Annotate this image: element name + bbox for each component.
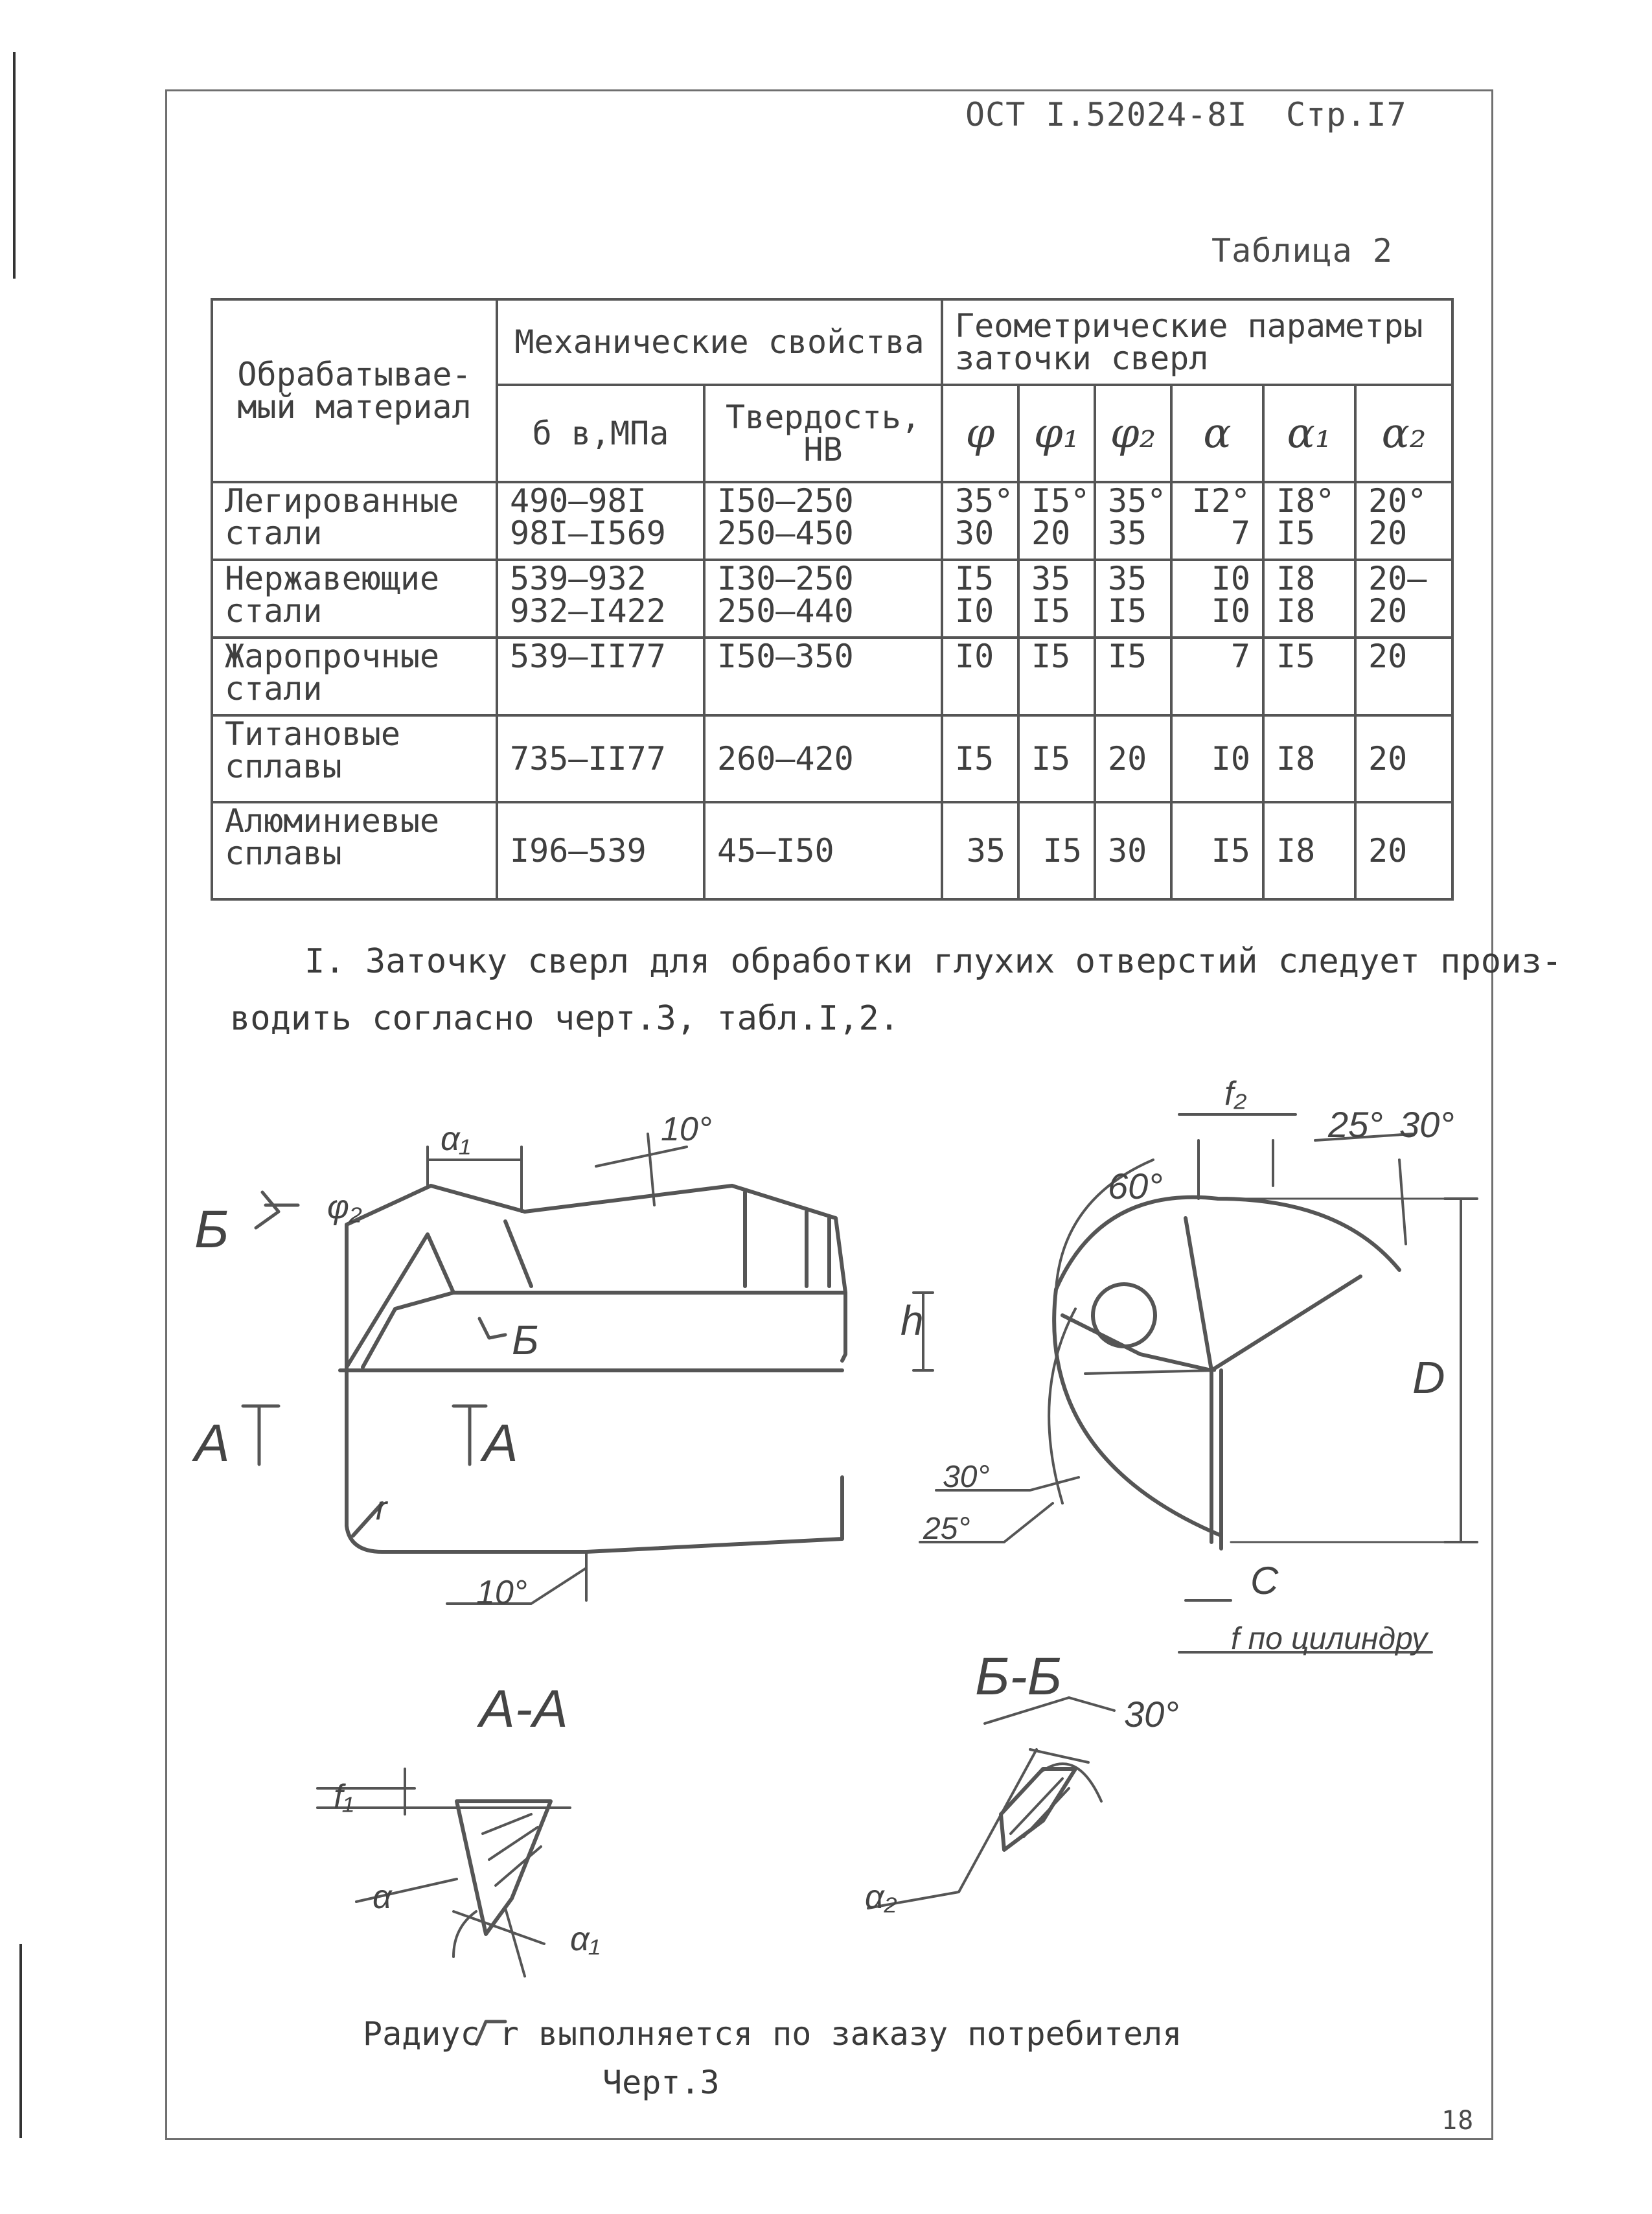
page-label: Стр.I7 <box>1286 96 1407 133</box>
section-bb-shape <box>1001 1769 1075 1850</box>
header-geometry: Геометрические параметры заточки сверл <box>942 299 1452 385</box>
table-row: Легированные стали 490–98I 98I–I569 I50–250 250–450 35° 30 I5° 20 35° 35 I2° 7 I8° I5 20° 20 <box>212 482 1452 560</box>
label-a-left: А <box>194 1414 230 1473</box>
drill-lower-body <box>347 1370 842 1552</box>
table-row: Нержавеющие стали 539–932 932–I422 I30–250 250–440 I5 I0 35 I5 35 I5 I0 I0 I8 I8 20– 20 <box>212 560 1452 638</box>
label-r: r <box>376 1490 387 1527</box>
header-alpha2: α₂ <box>1355 385 1452 482</box>
paragraph-line-2: водить согласно черт.3, табл.I,2. <box>230 999 900 1038</box>
label-f1: f₁ <box>334 1778 354 1816</box>
table-row: Алюминиевые сплавы I96–539 45–I50 35 I5 30 I5 I8 20 <box>212 802 1452 899</box>
label-10-bottom: 10° <box>476 1574 527 1611</box>
label-30-left: 30° <box>943 1460 990 1494</box>
header-hardness: Твердость, НВ <box>704 385 942 482</box>
label-c: C <box>1250 1559 1279 1602</box>
table-row: Титановые сплавы 735–II77 260–420 I5 I5 20 I0 I8 20 <box>212 715 1452 802</box>
label-25-left: 25° <box>923 1512 970 1546</box>
label-60: 60° <box>1108 1166 1163 1206</box>
label-b-mark: Б <box>194 1200 229 1259</box>
label-phi2: φ₂ <box>327 1188 362 1226</box>
header-phi1: φ₁ <box>1018 385 1095 482</box>
label-section-aa: А-А <box>479 1679 568 1738</box>
label-a1: α₁ <box>441 1120 471 1158</box>
header-alpha1: α₁ <box>1263 385 1355 482</box>
drill-side-outline <box>347 1186 845 1370</box>
label-alpha2-section: α₂ <box>865 1878 897 1916</box>
label-f2: f₂ <box>1224 1075 1247 1113</box>
label-section-bb: Б-Б <box>975 1647 1062 1706</box>
label-a-section: А <box>483 1414 518 1473</box>
label-b-section: Б <box>512 1317 539 1363</box>
header-material: Обрабатывае- мый материал <box>212 299 497 482</box>
label-alpha1-section: α₁ <box>570 1920 601 1958</box>
table-title: Таблица 2 <box>1211 232 1393 270</box>
label-10-top: 10° <box>661 1111 712 1148</box>
label-h: h <box>901 1297 924 1344</box>
paragraph-line-1: I. Заточку сверл для обработки глухих отверстий следует произ- <box>304 942 1563 981</box>
header-phi: φ <box>942 385 1018 482</box>
header-phi2: φ₂ <box>1095 385 1171 482</box>
table-row: Жаропрочные стали 539–II77 I50–350 I0 I5 I5 7 I5 20 <box>212 638 1452 715</box>
label-f-cylinder: f по цилиндру <box>1231 1622 1428 1656</box>
header-mechanical: Механические свойства <box>497 299 942 385</box>
doc-standard-number: ОСТ I.52024-8I <box>965 96 1248 133</box>
header-alpha: α <box>1171 385 1263 482</box>
page-number: 18 <box>1441 2106 1474 2136</box>
label-d: D <box>1412 1352 1445 1403</box>
header-sigma: б в,МПа <box>497 385 704 482</box>
end-view-arc <box>1054 1197 1399 1536</box>
caption-drawing-number: Черт.3 <box>602 2064 720 2101</box>
label-25: 25° <box>1328 1104 1383 1145</box>
label-30-bb: 30° <box>1124 1694 1179 1735</box>
label-30: 30° <box>1399 1104 1454 1145</box>
caption-radius-note: Радиус r выполняется по заказу потребителя <box>363 2015 1182 2053</box>
label-alpha: α <box>373 1878 392 1916</box>
